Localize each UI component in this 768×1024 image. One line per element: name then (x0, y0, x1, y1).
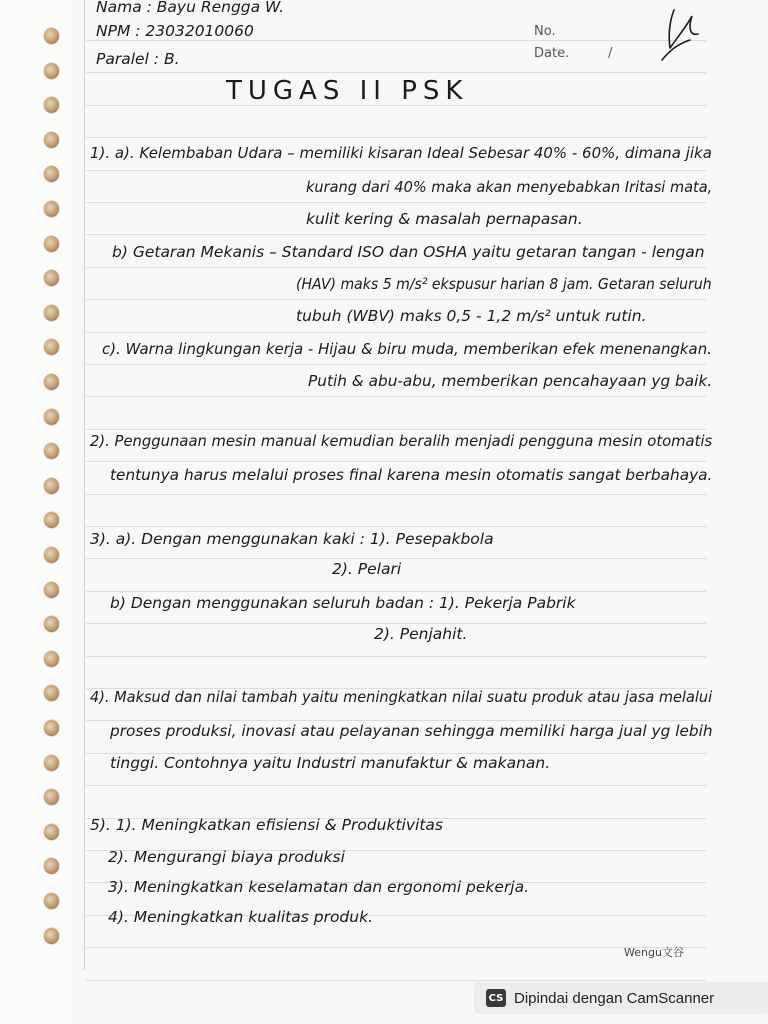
answer-line: 2). Penjahit. (374, 625, 468, 643)
spiral-hole (44, 755, 59, 771)
camscanner-logo-icon: CS (486, 989, 506, 1007)
date-label: Date. (534, 46, 570, 61)
answer-line: Putih & abu-abu, memberikan pencahayaan yg baik. (308, 372, 713, 390)
answer-line: 2). Pelari (332, 560, 402, 578)
answer-line: proses produksi, inovasi atau pelayanan sehingga memiliki harga jual yg lebih (110, 722, 713, 740)
ruled-line (86, 526, 706, 527)
answer-line: 4). Maksud dan nilai tambah yaitu meningkatkan nilai suatu produk atau jasa melalui (90, 688, 713, 706)
spiral-hole (44, 720, 59, 736)
ruled-line (86, 591, 706, 592)
ruled-line (86, 234, 706, 235)
spiral-hole (44, 928, 59, 944)
answer-line: tentunya harus melalui proses final karena mesin otomatis sangat berbahaya. (110, 466, 713, 484)
spiral-hole (44, 478, 59, 494)
paralel-line: Paralel : B. (96, 50, 180, 68)
ruled-line (86, 137, 706, 138)
answer-line: 3). Meningkatkan keselamatan dan ergonomi pekerja. (108, 878, 530, 896)
signature-mark (640, 4, 704, 70)
ruled-line (86, 267, 706, 268)
ruled-line (86, 429, 706, 430)
ruled-line (86, 396, 706, 397)
ruled-line (86, 980, 706, 981)
ruled-line (86, 656, 706, 657)
ruled-line (86, 947, 706, 948)
answer-line: tinggi. Contohnya yaitu Industri manufaktur & makanan. (110, 754, 551, 772)
spiral-hole (44, 201, 59, 217)
npm-line: NPM : 23032010060 (96, 22, 254, 40)
answer-line: c). Warna lingkungan kerja - Hijau & biru muda, memberikan efek menenangkan. (102, 340, 712, 358)
spiral-hole (44, 582, 59, 598)
answer-line: 5). 1). Meningkatkan efisiensi & Produktivitas (90, 816, 443, 834)
answer-line: tubuh (WBV) maks 0,5 - 1,2 m/s² untuk rutin. (296, 307, 647, 325)
date-slash: / (608, 46, 613, 61)
spiral-hole (44, 547, 59, 563)
ruled-line (86, 494, 706, 495)
spiral-hole (44, 893, 59, 909)
ruled-line (86, 202, 706, 203)
ruled-line (86, 364, 706, 365)
ruled-line (86, 170, 706, 171)
ruled-line (86, 332, 706, 333)
ruled-line (86, 40, 706, 41)
spiral-hole (44, 824, 59, 840)
ruled-line (86, 299, 706, 300)
camscanner-text: Dipindai dengan CamScanner (514, 989, 715, 1007)
answer-line: b) Dengan menggunakan seluruh badan : 1). Pekerja Pabrik (110, 594, 576, 612)
answer-line: b) Getaran Mekanis – Standard ISO dan OSHA yaitu getaran tangan - lengan (112, 243, 705, 261)
answer-line: kurang dari 40% maka akan menyebabkan Iritasi mata, (306, 178, 713, 196)
spiral-hole (44, 651, 59, 667)
answer-line: 2). Penggunaan mesin manual kemudian beralih menjadi pengguna mesin otomatis (90, 432, 713, 450)
spiral-hole (44, 63, 59, 79)
ruled-line (86, 461, 706, 462)
page-title: TUGAS II PSK (226, 76, 469, 106)
answer-line: (HAV) maks 5 m/s² ekspusur harian 8 jam. Getaran seluruh (296, 275, 712, 293)
answer-line: kulit kering & masalah pernapasan. (306, 210, 583, 228)
no-label: No. (534, 24, 556, 39)
camscanner-badge (474, 982, 768, 1014)
spiral-hole (44, 374, 59, 390)
wengu-brand: Wengu文谷 (624, 946, 684, 959)
spiral-hole (44, 28, 59, 44)
margin-line (84, 0, 85, 970)
answer-line: 4). Meningkatkan kualitas produk. (108, 908, 373, 926)
spiral-hole (44, 132, 59, 148)
answer-line: 2). Mengurangi biaya produksi (108, 848, 345, 866)
spiral-hole (44, 305, 59, 321)
binding-margin (0, 0, 72, 1024)
ruled-line (86, 785, 706, 786)
spiral-hole (44, 236, 59, 252)
answer-line: 3). a). Dengan menggunakan kaki : 1). Pesepakbola (90, 530, 494, 548)
answer-line: 1). a). Kelembaban Udara – memiliki kisaran Ideal Sebesar 40% - 60%, dimana jika (90, 144, 712, 162)
ruled-line (86, 72, 706, 73)
name-line: Nama : Bayu Rengga W. (96, 0, 285, 16)
spiral-hole (44, 409, 59, 425)
